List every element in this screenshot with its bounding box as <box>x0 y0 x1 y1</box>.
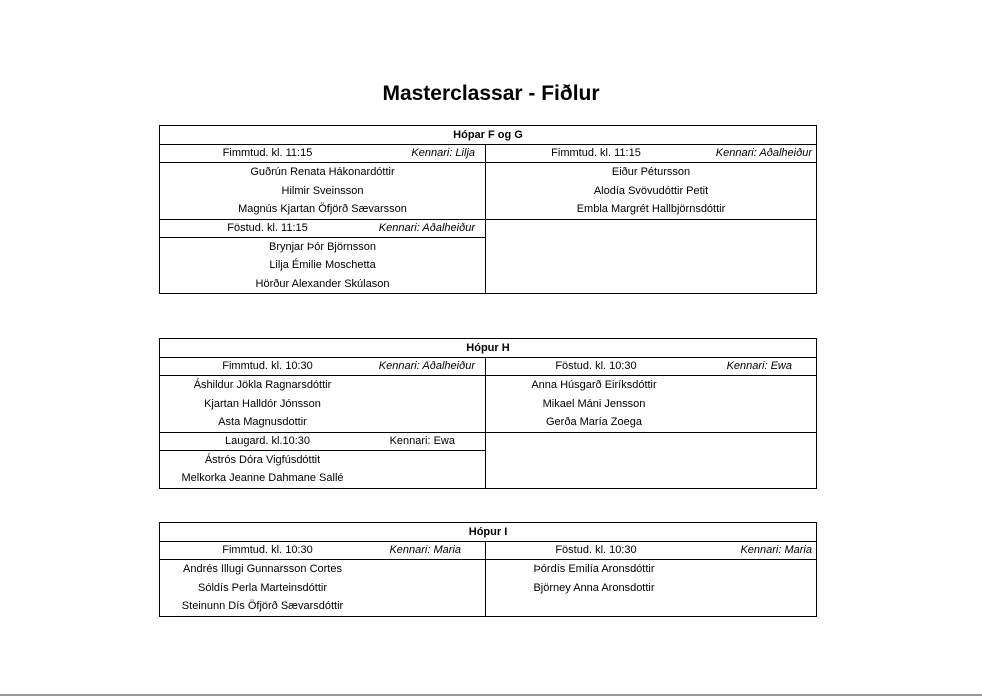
page-edge-divider <box>0 694 982 696</box>
student-name: Embla Margrét Hallbjörnsdóttir <box>576 203 726 215</box>
student-name: Steinunn Dís Öfjörð Sævarsdóttir <box>181 600 344 612</box>
page-title: Masterclassar - Fiðlur <box>382 82 600 105</box>
session-header <box>160 542 485 560</box>
session-date: Föstud. kl. 10:30 <box>555 544 637 556</box>
session-header <box>160 358 485 376</box>
session-date: Fimmtud. kl. 10:30 <box>222 544 313 556</box>
student-name: Hilmir Sveinsson <box>281 184 364 197</box>
session-teacher: Kennari: Aðalheiður <box>378 221 475 234</box>
session-date: Föstud. kl. 11:15 <box>227 221 308 234</box>
session-header <box>160 145 485 163</box>
student-name: Magnús Kjartan Öfjörð Sævarsson <box>238 203 407 215</box>
group-table-h <box>159 338 817 489</box>
student-name: Alodía Svövudóttir Petit <box>593 184 709 197</box>
session-date: Laugard. kl.10:30 <box>224 434 310 447</box>
student-name: Björney Anna Aronsdottir <box>533 581 655 594</box>
student-name: Gerða María Zoega <box>546 416 642 428</box>
session-header <box>160 433 485 451</box>
student-name: Ástrós Dóra Vigfúsdóttit <box>204 453 321 466</box>
session-header <box>160 220 485 238</box>
student-name: Andrés Illugi Gunnarsson Cortes <box>183 563 342 575</box>
session-teacher: Kennari: Maria <box>740 544 812 556</box>
student-name: Hörður Alexander Skúlason <box>255 277 390 290</box>
session-header <box>486 358 816 376</box>
session-teacher: Kennari: Lilja <box>411 147 475 159</box>
session-teacher: Kennari: Aðalheiður <box>715 147 812 159</box>
student-name: Asta Magnusdottir <box>218 416 307 428</box>
student-name: Lilja Émilie Moschetta <box>269 259 376 271</box>
group-table-fg <box>159 125 817 294</box>
student-name: Sóldís Perla Marteinsdóttir <box>198 581 327 594</box>
student-name: Áshildur Jökla Ragnarsdóttir <box>193 379 332 391</box>
group-header: Hópur H <box>160 339 816 358</box>
session-teacher: Kennari: Maria <box>389 544 461 556</box>
student-name: Þórdís Emilía Aronsdóttir <box>533 563 655 575</box>
session-header <box>486 542 816 560</box>
session-header <box>486 145 816 163</box>
student-name: Brynjar Þór Björnsson <box>269 240 376 253</box>
student-name: Guðrún Renata Hákonardóttir <box>250 166 395 178</box>
session-date: Fimmtud. kl. 11:15 <box>551 147 641 159</box>
student-name: Anna Húsgarð Eiríksdóttir <box>531 379 657 391</box>
session-date: Fimmtud. kl. 10:30 <box>222 360 313 372</box>
group-table-i <box>159 522 817 617</box>
session-teacher: Kennari: Ewa <box>726 360 792 372</box>
student-name: Kjartan Halldór Jónsson <box>204 397 321 410</box>
group-header: Hópar F og G <box>160 126 816 145</box>
session-teacher: Kennari: Aðalheiður <box>378 360 475 372</box>
session-teacher: Kennari: Ewa <box>389 434 455 447</box>
session-date: Fimmtud. kl. 11:15 <box>222 147 313 159</box>
session-date: Föstud. kl. 10:30 <box>555 360 637 372</box>
student-name: Eiður Pétursson <box>611 166 691 178</box>
student-name: Mikael Máni Jensson <box>542 397 646 410</box>
group-header: Hópur I <box>160 523 816 542</box>
student-name: Melkorka Jeanne Dahmane Sallé <box>181 472 344 484</box>
